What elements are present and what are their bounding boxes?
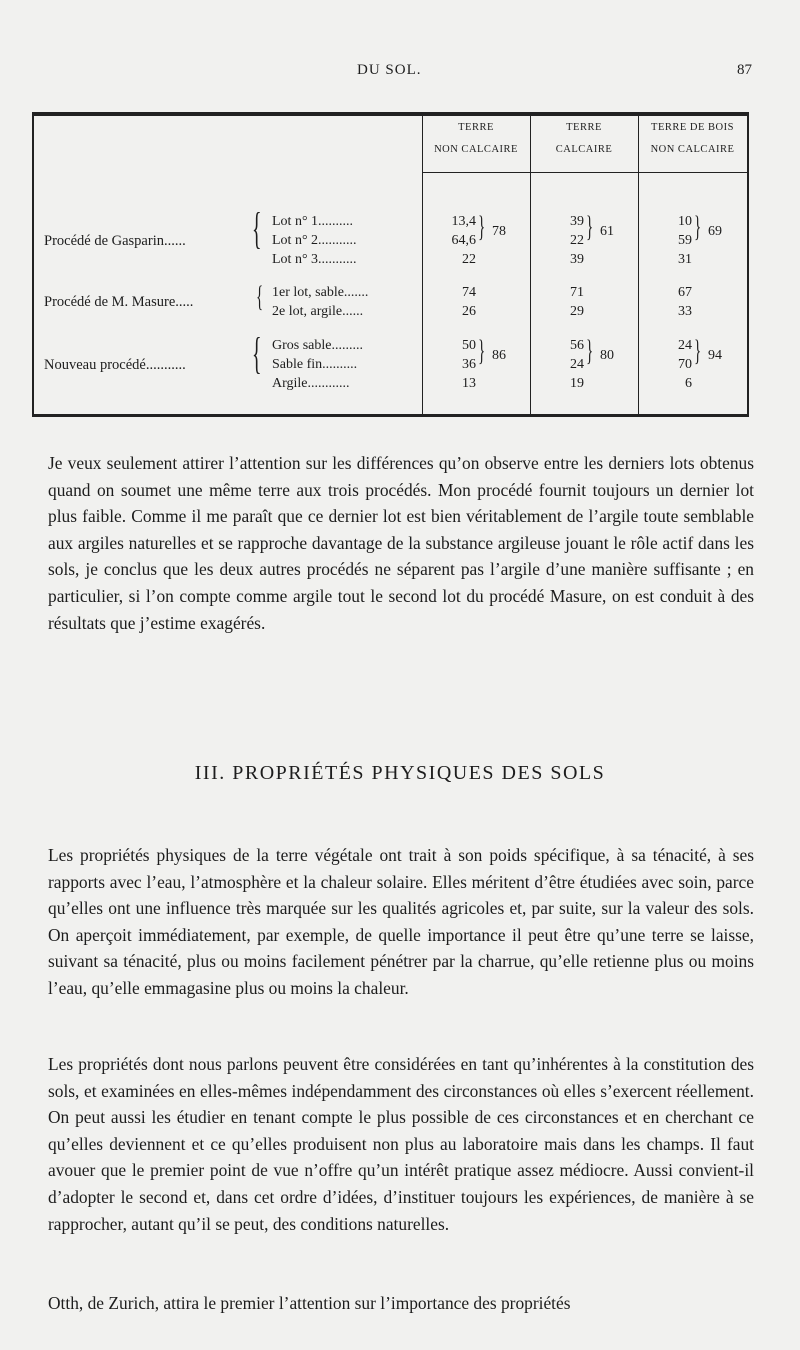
- table-header-rule: [422, 172, 747, 173]
- paragraph-text: Les propriétés dont nous parlons peuvent être considérées en tant qu’inhérentes à la constitution des sols, et examinées en elles-mêmes indépendamment des circonstances où elles s’exercent réellement. On peut aussi les étudier en tenant compte le plus possible de ces circonstances et en cherchant ce qu’elles deviennent et ce qu’elles produisent non plus au laboratoire mais dans les champs. Il faut avouer que le premier point de vue n’offre qu’un intérêt pratique assez médiocre. Aussi convient-il d’adopter le second et, dans cet ordre d’idées, d’instituer toujours les expériences, de manière à se rapprocher, autant qu’il se peut, des conditions naturelles.: [48, 1054, 754, 1234]
- paragraph-text: Je veux seulement attirer l’attention sur les différences qu’on observe entre les derniers lots obtenus quand on soumet une même terre aux trois procédés. Mon procédé fournit toujours un dernier lot plus faible. Comme il me paraît que ce dernier lot est bien véritablement de l’argile toute semblable aux argiles naturelles et se rapproche davantage de la substance argileuse jouant le rôle actif dans les sols, je conclus que les deux autres procédés ne séparent pas l’argile d’une manière suffisante ; en particulier, si l’on compte comme argile tout le second lot du procédé Masure, on est conduit à des résultats que j’estime exagérés.: [48, 453, 754, 633]
- paragraph-text: Les propriétés physiques de la terre végétale ont trait à son poids spécifique, à sa ténacité, à ses rapports avec l’eau, l’atmosphère et la chaleur solaire. Elles méritent d’être étudiées avec soin, parce qu’elles ont une influence très marquée sur les qualités agricoles et, par suite, sur la valeur des sols. On aperçoit immédiatement, par exemple, de quelle importance il peut être qu’une terre se laisse, suivant sa ténacité, plus ou moins facilement pénétrer par la charrue, qu’elle retienne plus ou moins l’eau, qu’elle emmagasine plus ou moins la chaleur.: [48, 845, 754, 998]
- value-cell: 24: [570, 357, 584, 372]
- value-cell: 29: [570, 304, 584, 319]
- body-paragraph: [48, 450, 754, 636]
- brace: }: [478, 210, 486, 243]
- value-cell: 22: [462, 252, 476, 267]
- body-paragraph: [48, 1051, 754, 1237]
- value-cell: 33: [678, 304, 692, 319]
- page-header: [0, 62, 800, 84]
- body-paragraph: [48, 1290, 754, 1317]
- brace: {: [252, 204, 262, 253]
- value-cell: 26: [462, 304, 476, 319]
- lot-label: Lot n° 1..........: [272, 214, 354, 229]
- value-cell: 56: [570, 338, 584, 353]
- value-cell: 71: [570, 285, 584, 300]
- value-cell: 22: [570, 233, 584, 248]
- sum-cell: 61: [600, 224, 614, 239]
- brace: }: [694, 210, 702, 243]
- value-cell: 31: [678, 252, 692, 267]
- value-cell: 24: [678, 338, 692, 353]
- sum-cell: 78: [492, 224, 506, 239]
- procedure-label-gasparin: Procédé de Gasparin......: [44, 233, 186, 249]
- sum-cell: 86: [492, 348, 506, 363]
- brace: }: [694, 334, 702, 367]
- lot-label: 2e lot, argile......: [272, 304, 364, 319]
- sum-cell: 69: [708, 224, 722, 239]
- value-cell: 39: [570, 214, 584, 229]
- column-header-non-calcaire: TERRE NON CALCAIRE: [434, 122, 518, 155]
- value-cell: 59: [678, 233, 692, 248]
- procedure-label-masure: Procédé de M. Masure.....: [44, 294, 194, 310]
- lot-label: Lot n° 3...........: [272, 252, 357, 267]
- value-cell: 39: [570, 252, 584, 267]
- section-title: III. PROPRIÉTÉS PHYSIQUES DES SOLS: [194, 762, 606, 784]
- body-paragraph: [48, 842, 754, 1002]
- sum-cell: 94: [708, 348, 722, 363]
- brace: }: [478, 334, 486, 367]
- column-header-terre-de-bois: TERRE DE BOIS NON CALCAIRE: [650, 122, 735, 155]
- value-cell: 6: [685, 376, 692, 391]
- value-cell: 36: [462, 357, 476, 372]
- lot-label: Sable fin..........: [272, 357, 358, 372]
- value-cell: 64,6: [451, 233, 476, 248]
- value-cell: 74: [462, 285, 476, 300]
- value-cell: 19: [570, 376, 584, 391]
- lot-label: Gros sable.........: [272, 338, 363, 353]
- paragraph-text: Otth, de Zurich, attira le premier l’attention sur l’importance des propriétés: [48, 1293, 571, 1313]
- running-head: DU SOL.: [357, 62, 422, 78]
- value-cell: 50: [462, 338, 476, 353]
- brace: {: [252, 329, 262, 378]
- soil-analysis-table: [32, 112, 749, 417]
- sum-cell: 80: [600, 348, 614, 363]
- brace: }: [586, 334, 594, 367]
- value-cell: 13: [462, 376, 476, 391]
- brace: }: [586, 210, 594, 243]
- lot-label: Argile............: [272, 376, 350, 391]
- procedure-label-nouveau: Nouveau procédé...........: [44, 357, 186, 373]
- lot-label: Lot n° 2...........: [272, 233, 357, 248]
- value-cell: 10: [678, 214, 692, 229]
- page-number: 87: [737, 62, 752, 78]
- value-cell: 13,4: [451, 214, 476, 229]
- lot-label: 1er lot, sable.......: [272, 285, 369, 300]
- column-header-calcaire: TERRE CALCAIRE: [555, 122, 613, 155]
- value-cell: 67: [678, 285, 692, 300]
- brace: {: [256, 280, 264, 313]
- value-cell: 70: [678, 357, 692, 372]
